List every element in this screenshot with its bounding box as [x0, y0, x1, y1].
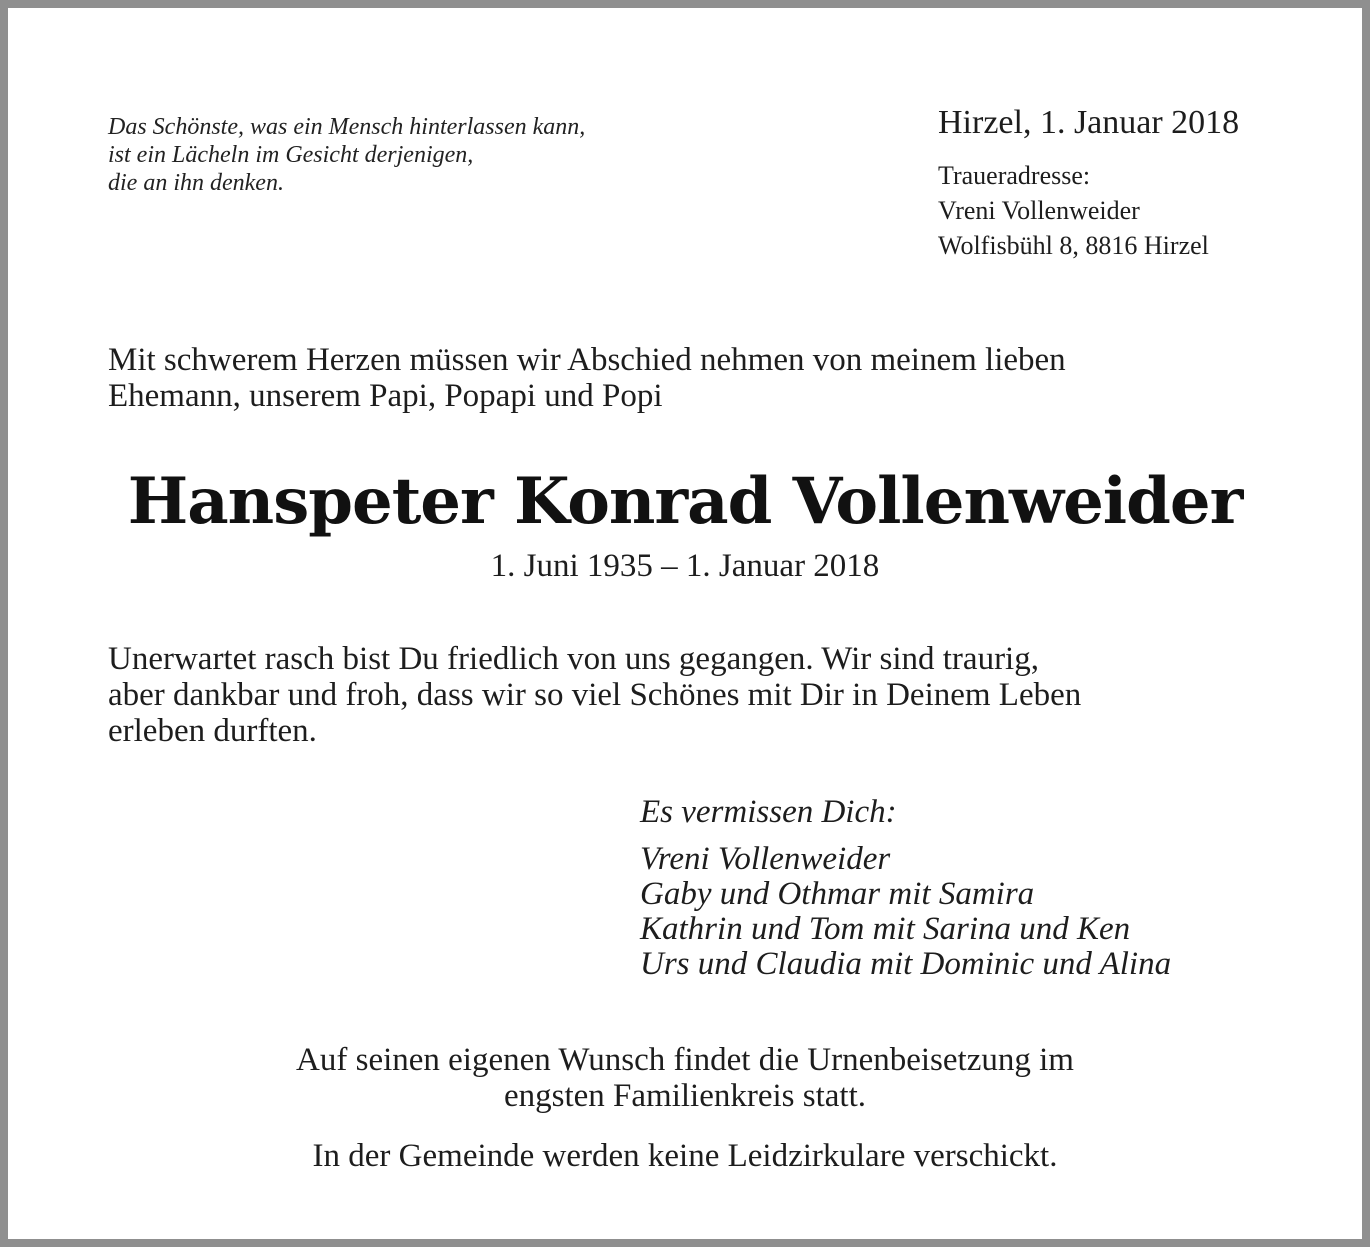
body-text — [108, 641, 1270, 749]
burial-info — [8, 1042, 1362, 1114]
mourner-name: Urs und Claudia mit Dominic und Alina — [640, 946, 1172, 982]
quote-line: ist ein Lächeln im Gesicht derjenigen, — [108, 142, 474, 168]
quote-line: Das Schönste, was ein Mensch hinterlassen kann, — [108, 114, 586, 140]
body-line: erleben durften. — [108, 713, 317, 749]
address-name: Vreni Vollenweider — [938, 196, 1140, 225]
mourning-address — [938, 158, 1209, 263]
circular-notice: In der Gemeinde werden keine Leidzirkulare verschickt. — [312, 1138, 1058, 1174]
intro-line: Mit schwerem Herzen müssen wir Abschied nehmen von meinem lieben — [108, 342, 1066, 378]
mourner-name: Kathrin und Tom mit Sarina und Ken — [640, 911, 1131, 947]
life-dates: 1. Juni 1935 – 1. Januar 2018 — [490, 548, 880, 584]
deceased-name: Hanspeter Konrad Vollenweider — [127, 464, 1243, 539]
mourner-name: Gaby und Othmar mit Samira — [640, 876, 1035, 912]
body-line: aber dankbar und froh, dass wir so viel Schönes mit Dir in Deinem Leben — [108, 677, 1082, 713]
intro-text — [108, 342, 1270, 414]
burial-line: Auf seinen eigenen Wunsch findet die Urnenbeisetzung im — [296, 1042, 1074, 1078]
address-label: Traueradresse: — [938, 161, 1091, 190]
mourner-name: Vreni Vollenweider — [640, 841, 891, 877]
mourners-list — [640, 795, 1171, 982]
address-street: Wolfisbühl 8, 8816 Hirzel — [938, 231, 1209, 260]
place-date: Hirzel, 1. Januar 2018 — [938, 104, 1240, 141]
quote-line: die an ihn denken. — [108, 170, 284, 196]
intro-line: Ehemann, unserem Papi, Popapi und Popi — [108, 378, 663, 414]
mourners-heading: Es vermissen Dich: — [640, 794, 897, 830]
burial-line: engsten Familienkreis statt. — [503, 1078, 867, 1114]
memorial-quote — [108, 113, 585, 197]
body-line: Unerwartet rasch bist Du friedlich von uns gegangen. Wir sind traurig, — [108, 641, 1039, 677]
